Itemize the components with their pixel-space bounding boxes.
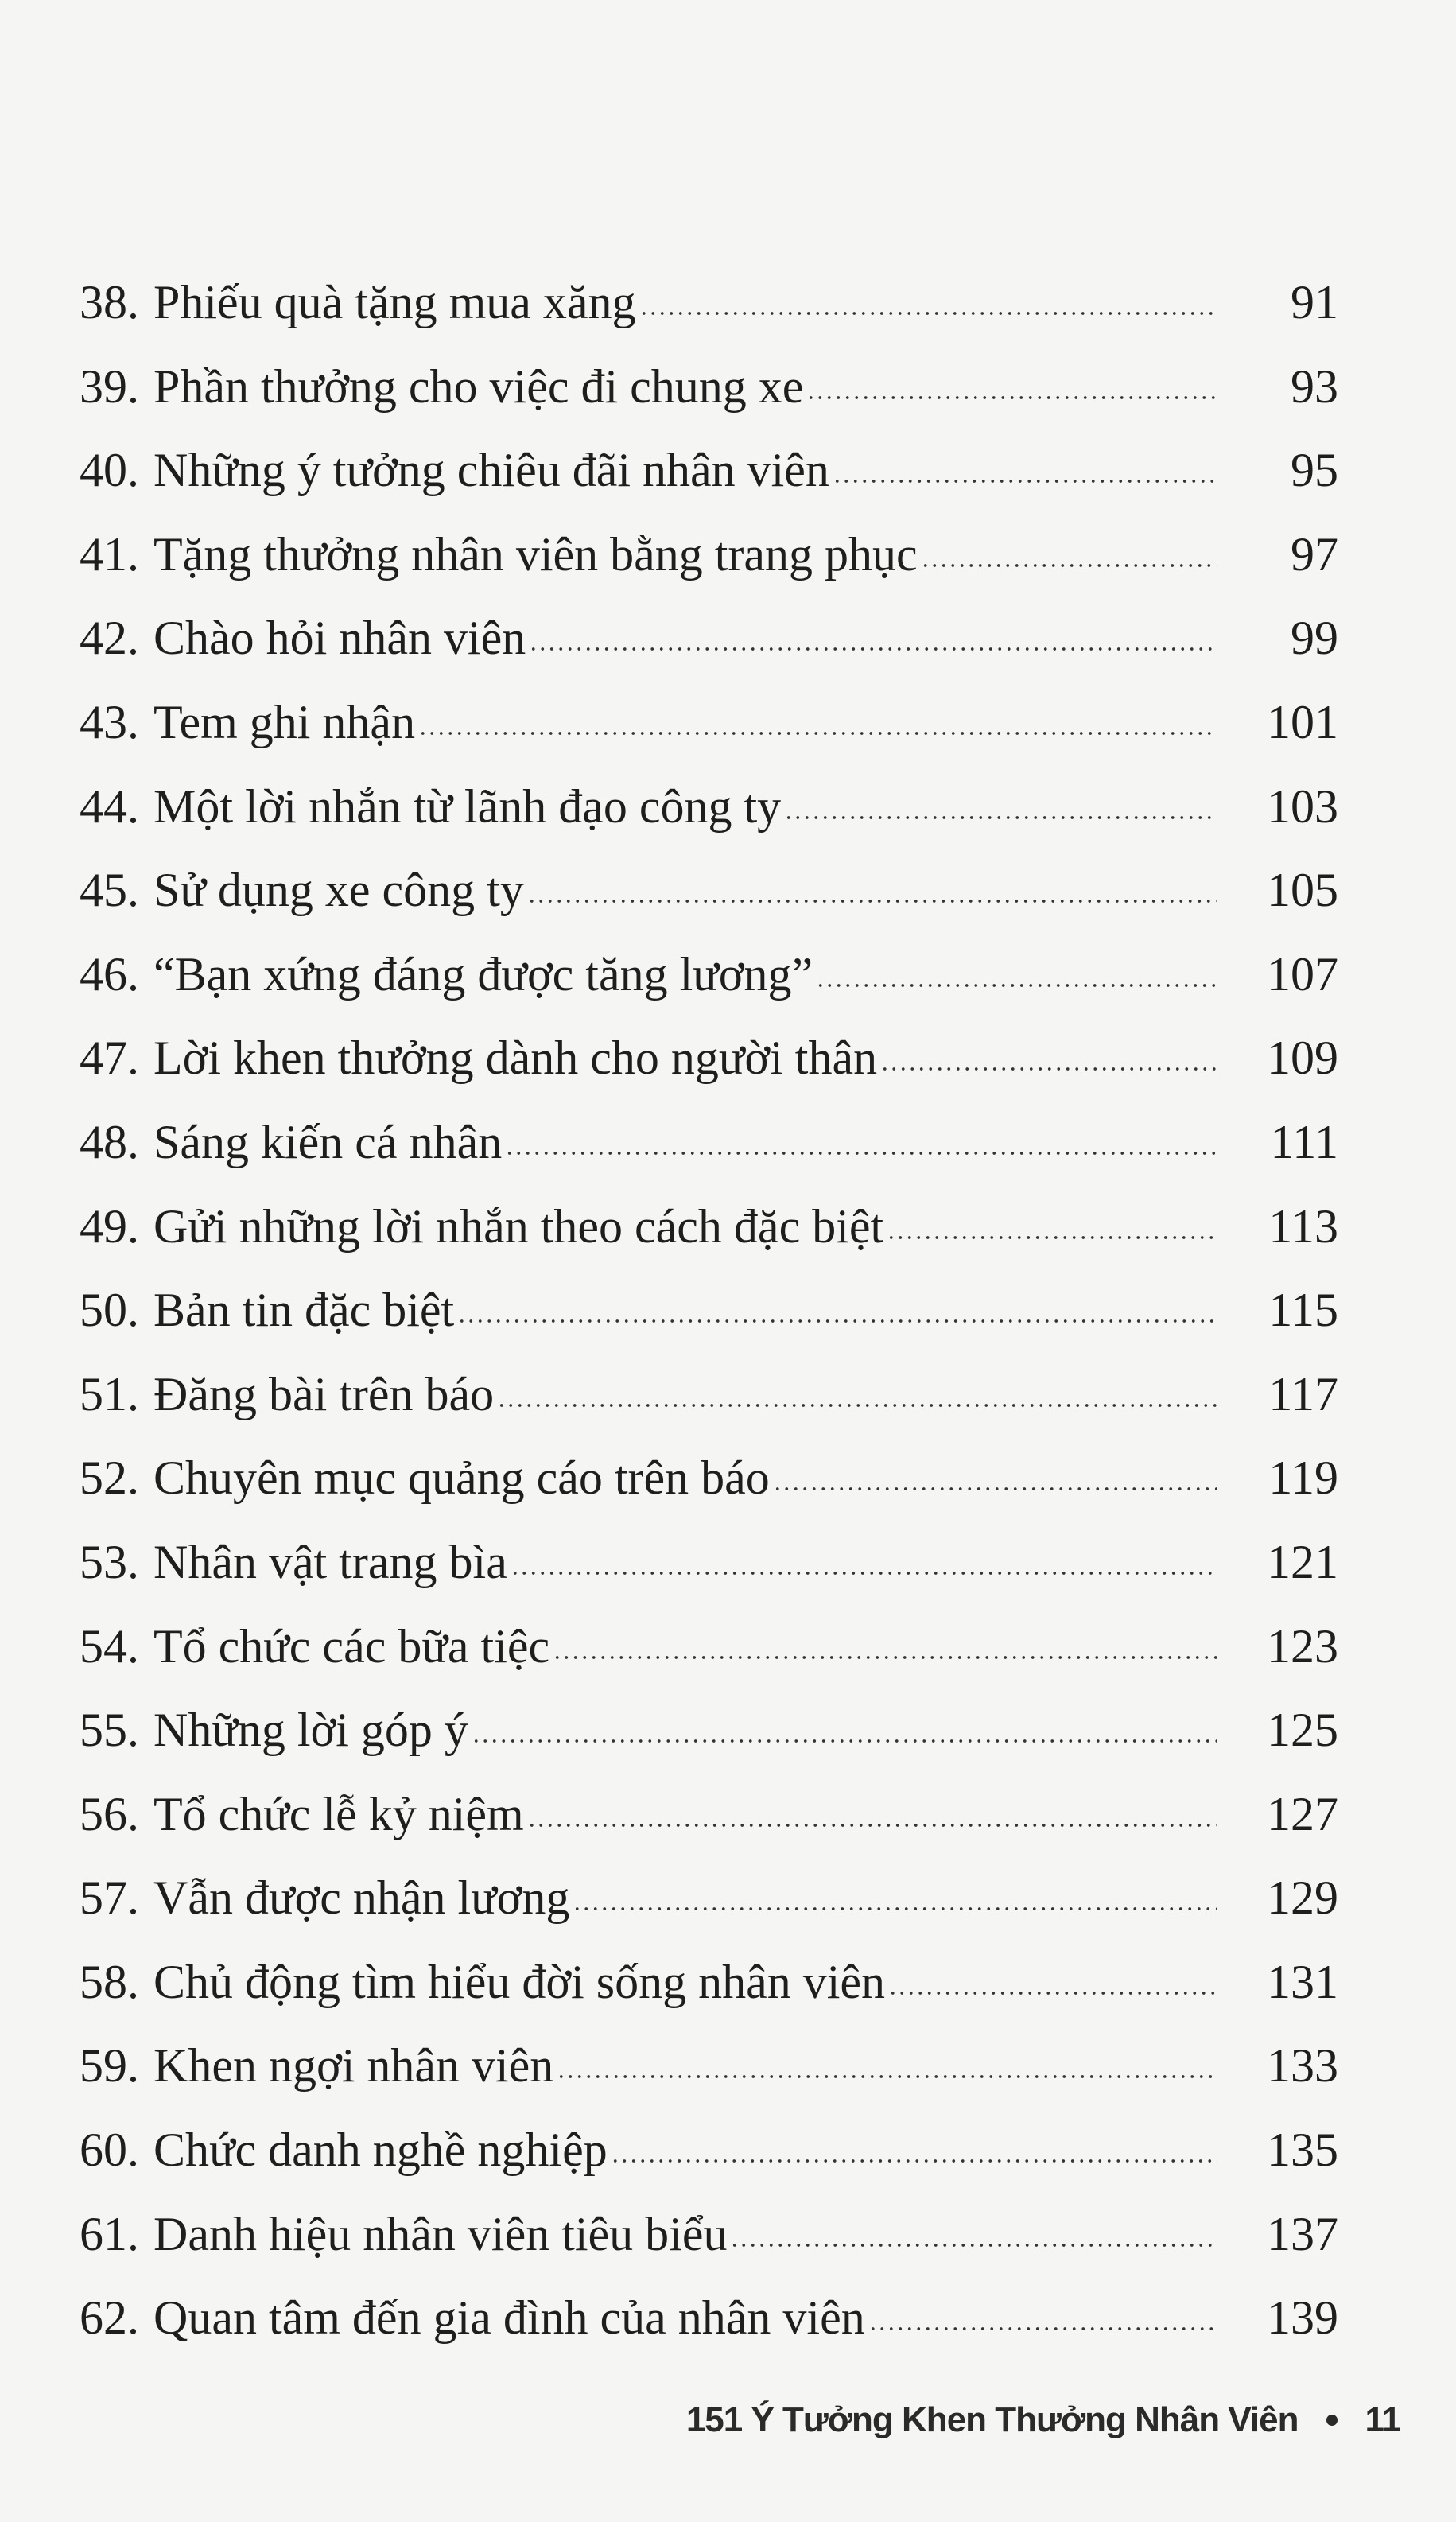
toc-entry-number: 54. (80, 1619, 139, 1673)
toc-entry-number: 57. (80, 1871, 139, 1925)
dot-leader (573, 1904, 1217, 1914)
toc-entry (0, 1183, 1456, 1267)
toc-entry-number: 45. (80, 864, 139, 917)
toc-entry (0, 1098, 1456, 1183)
toc-entry-page: 129 (1267, 1871, 1338, 1925)
toc-entry-page: 99 (1291, 612, 1338, 665)
toc-entry-title: Nhân vật trang bìa (153, 1535, 507, 1588)
dot-leader (806, 393, 1217, 402)
toc-entry-title: Tổ chức các bữa tiệc (153, 1619, 550, 1673)
dot-leader (784, 813, 1217, 822)
toc-entry (0, 1603, 1456, 1687)
toc-entry-title: Khen ngợi nhân viên (153, 2039, 554, 2093)
toc-entry (0, 1854, 1456, 1938)
footer-book-title: 151 Ý Tưởng Khen Thưởng Nhân Viên (685, 2400, 1299, 2439)
toc-entry-number: 44. (80, 779, 139, 833)
dot-leader (557, 2072, 1217, 2081)
dot-leader (457, 1316, 1217, 1326)
toc-entry-number: 38. (80, 276, 139, 328)
toc-entry-page: 101 (1267, 695, 1338, 748)
dot-leader (639, 309, 1217, 318)
footer-page-number: 11 (1365, 2400, 1400, 2439)
toc-entry-title: Quan tâm đến gia đình của nhân viên (153, 2291, 865, 2345)
toc-entry (0, 1938, 1456, 2023)
toc-entry (0, 2190, 1456, 2275)
dot-leader (611, 2156, 1217, 2166)
toc-entry-page: 133 (1267, 2039, 1338, 2093)
toc-entry-title: Phiếu quà tặng mua xăng (153, 276, 636, 328)
toc-entry-page: 135 (1267, 2124, 1338, 2177)
toc-entry (0, 2106, 1456, 2190)
toc-entry (0, 931, 1456, 1015)
toc-entry-title: Vẫn được nhận lương (153, 1871, 570, 1925)
toc-entry-page: 125 (1267, 1704, 1338, 1757)
toc-entry-title: Chủ động tìm hiểu đời sống nhân viên (153, 1955, 886, 2008)
toc-entry-number: 50. (80, 1284, 139, 1337)
toc-entry-number: 60. (80, 2124, 139, 2177)
toc-entry-number: 52. (80, 1451, 139, 1505)
toc-entry-title: Chuyên mục quảng cáo trên báo (153, 1451, 770, 1505)
toc-entry-title: Danh hiệu nhân viên tiêu biểu (153, 2207, 728, 2260)
toc-entry (0, 763, 1456, 847)
toc-entry-page: 109 (1267, 1032, 1338, 1085)
toc-entry-title: Một lời nhắn từ lãnh đạo công ty (153, 779, 782, 833)
toc-entry (0, 1770, 1456, 1855)
toc-entry-title: Tổ chức lễ kỷ niệm (153, 1787, 524, 1840)
toc-entry-title: “Bạn xứng đáng được tăng lương” (153, 947, 813, 1001)
toc-entry-page: 95 (1291, 444, 1338, 497)
toc-entry-page: 103 (1267, 779, 1338, 833)
toc-entry-page: 121 (1267, 1535, 1338, 1588)
dot-leader (868, 2324, 1217, 2334)
toc-entry-page: 137 (1267, 2207, 1338, 2260)
toc-entry-page: 139 (1267, 2291, 1338, 2345)
toc-entry (0, 1266, 1456, 1350)
toc-entry-page: 127 (1267, 1787, 1338, 1840)
dot-leader (880, 1064, 1217, 1074)
toc-entry-page: 117 (1268, 1367, 1338, 1420)
toc-entry-page: 115 (1268, 1284, 1338, 1337)
dot-leader (497, 1401, 1217, 1410)
toc-entry-number: 59. (80, 2039, 139, 2093)
toc-entry-number: 56. (80, 1787, 139, 1840)
toc-entry-page: 113 (1268, 1199, 1338, 1253)
toc-entry-title: Sáng kiến cá nhân (153, 1115, 503, 1168)
dot-leader (505, 1148, 1217, 1158)
toc-entry-page: 123 (1267, 1619, 1338, 1673)
page-footer (686, 2392, 1400, 2448)
toc-entry-title: Bản tin đặc biệt (153, 1284, 455, 1337)
toc-entry (0, 846, 1456, 931)
toc-entry (0, 426, 1456, 511)
toc-entry-number: 62. (80, 2291, 139, 2345)
toc-entry-number: 58. (80, 1955, 139, 2008)
toc-entry-number: 48. (80, 1115, 139, 1168)
toc-entry-number: 41. (80, 527, 139, 581)
toc-entry-page: 111 (1270, 1115, 1338, 1168)
toc-entry (0, 1686, 1456, 1770)
dot-leader (418, 729, 1217, 738)
toc-entry (0, 594, 1456, 678)
toc-entry-number: 46. (80, 947, 139, 1001)
dot-leader (833, 476, 1217, 486)
toc-entry-page: 119 (1268, 1451, 1338, 1505)
toc-entry (0, 1350, 1456, 1435)
toc-entry-number: 49. (80, 1199, 139, 1253)
dot-leader (730, 2240, 1217, 2250)
toc-entry-title: Sử dụng xe công ty (153, 864, 524, 917)
toc-entry-title: Lời khen thưởng dành cho người thân (153, 1032, 878, 1085)
bullet-icon (1326, 2415, 1338, 2426)
toc-entry-number: 61. (80, 2207, 139, 2260)
toc-entry-title: Chào hỏi nhân viên (153, 612, 526, 665)
dot-leader (816, 981, 1217, 990)
toc-entry-title: Phần thưởng cho việc đi chung xe (153, 359, 804, 413)
dot-leader (888, 1988, 1217, 1998)
dot-leader (887, 1233, 1217, 1242)
toc-entry (0, 343, 1456, 427)
toc-entry (0, 1434, 1456, 1518)
dot-leader (527, 1821, 1217, 1830)
toc-entry-page: 105 (1267, 864, 1338, 917)
toc-entry-number: 47. (80, 1032, 139, 1085)
dot-leader (472, 1736, 1217, 1746)
toc-entry-page: 97 (1291, 527, 1338, 581)
toc-entry-page: 131 (1267, 1955, 1338, 2008)
toc-entry (0, 258, 1456, 343)
toc-entry-title: Những lời góp ý (153, 1704, 468, 1757)
dot-leader (529, 644, 1217, 654)
toc-entry-number: 51. (80, 1367, 139, 1420)
toc-entry-number: 39. (80, 359, 139, 413)
dot-leader (527, 896, 1217, 906)
toc-entry-page: 91 (1291, 276, 1338, 328)
toc-entry-number: 42. (80, 612, 139, 665)
toc-entry (0, 511, 1456, 595)
toc-entry-title: Gửi những lời nhắn theo cách đặc biệt (153, 1199, 884, 1253)
dot-leader (553, 1653, 1217, 1662)
table-of-contents (0, 258, 1456, 2358)
toc-entry-page: 93 (1291, 359, 1338, 413)
toc-entry-title: Tặng thưởng nhân viên bằng trang phục (153, 527, 918, 581)
toc-entry-title: Những ý tưởng chiêu đãi nhân viên (153, 444, 829, 497)
dot-leader (773, 1484, 1217, 1494)
toc-entry (0, 678, 1456, 763)
dot-leader (511, 1568, 1217, 1578)
toc-entry (0, 2274, 1456, 2358)
toc-entry-title: Tem ghi nhận (153, 695, 416, 748)
toc-entry-number: 43. (80, 695, 139, 748)
toc-entry-page: 107 (1267, 947, 1338, 1001)
toc-entry (0, 1518, 1456, 1603)
dot-leader (921, 561, 1217, 570)
toc-entry-title: Chức danh nghề nghiệp (153, 2124, 608, 2177)
toc-entry-number: 55. (80, 1704, 139, 1757)
toc-entry-title: Đăng bài trên báo (153, 1367, 495, 1420)
toc-entry-number: 40. (80, 444, 139, 497)
toc-entry (0, 2022, 1456, 2106)
toc-entry (0, 1014, 1456, 1098)
toc-entry-number: 53. (80, 1535, 139, 1588)
